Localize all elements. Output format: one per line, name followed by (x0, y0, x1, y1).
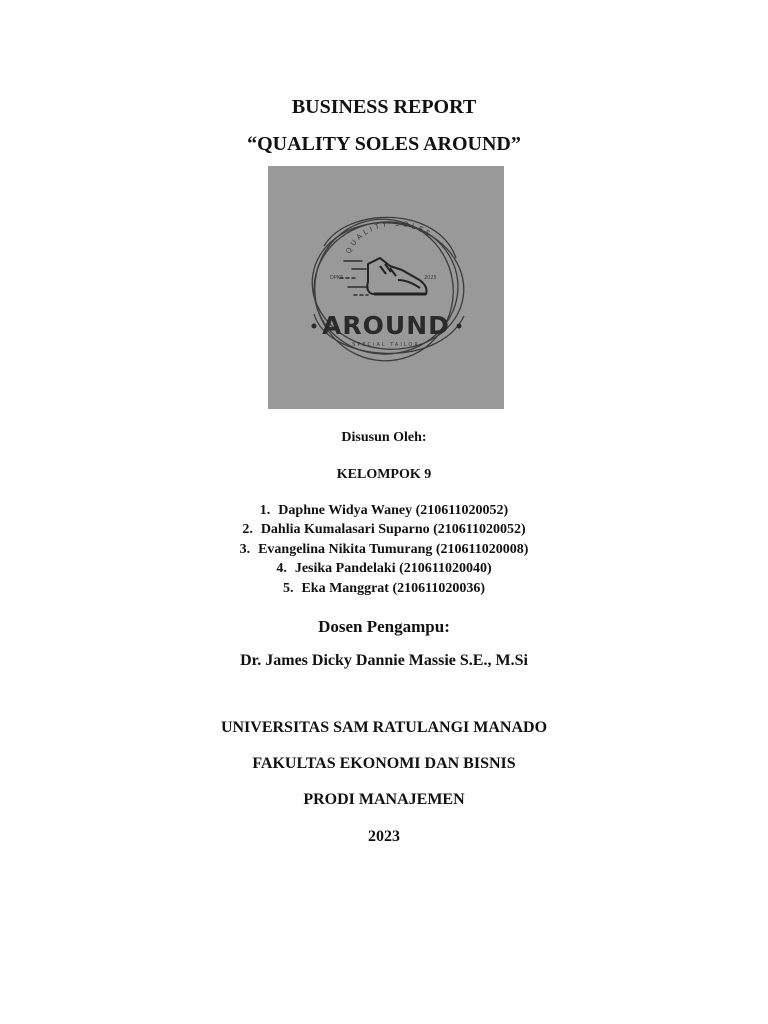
logo-right-text: 2025 (424, 275, 437, 281)
lecturer-label: Dosen Pengampu: (318, 617, 450, 636)
list-number: 5. (282, 581, 294, 596)
list-item (0, 503, 768, 519)
list-number: 2. (242, 522, 253, 537)
list-item (0, 561, 768, 577)
company-logo (268, 166, 504, 409)
list-item (0, 542, 768, 558)
member-name: Dahlia Kumalasari Suparno (210611020052) (260, 522, 526, 537)
group-name: KELOMPOK 9 (336, 467, 432, 482)
list-number: 3. (239, 542, 251, 557)
logo-graphic (268, 166, 504, 409)
page-title: BUSINESS REPORT (291, 96, 477, 118)
prepared-by-label: Disusun Oleh: (341, 430, 427, 445)
logo-dot-left (312, 324, 317, 329)
list-number: 1. (259, 503, 271, 518)
list-item (0, 581, 768, 597)
faculty-name: FAKULTAS EKONOMI DAN BISNIS (252, 755, 516, 772)
member-name: Daphne Widya Waney (210611020052) (278, 503, 509, 518)
speed-lines (340, 261, 368, 295)
list-number: 4. (276, 561, 287, 576)
report-year: 2023 (368, 828, 400, 845)
logo-main-text: AROUND (322, 311, 450, 340)
report-subtitle: “QUALITY SOLES AROUND” (247, 133, 521, 155)
lecturer-name: Dr. James Dicky Dannie Massie S.E., M.Si (240, 652, 528, 669)
logo-bottom-text: SPECIAL TAILOR (352, 342, 420, 348)
member-name: Eka Manggrat (210611020036) (301, 581, 486, 596)
member-name: Evangelina Nikita Tumurang (210611020008) (258, 542, 529, 557)
logo-arc-text: QUALITY SOLES (344, 219, 434, 255)
member-name: Jesika Pandelaki (210611020040) (294, 561, 492, 576)
logo-left-text: DPKS (330, 275, 344, 281)
sneaker-icon (367, 258, 426, 294)
logo-dot-right (457, 324, 462, 329)
program-name: PRODI MANAJEMEN (303, 791, 465, 808)
list-item (0, 522, 768, 538)
university-name: UNIVERSITAS SAM RATULANGI MANADO (220, 719, 548, 736)
